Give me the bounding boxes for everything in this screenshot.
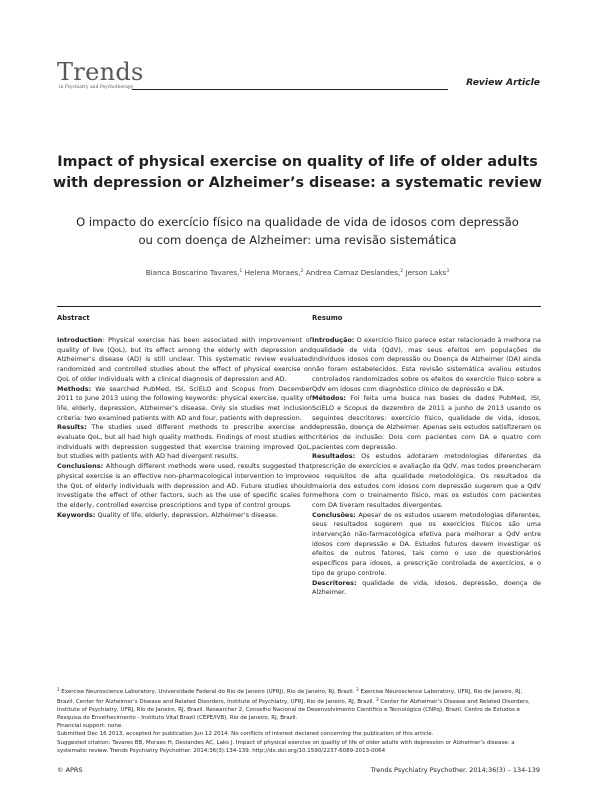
paragraph-text: Foi feita uma busca nas bases de dados PubMed, ISI, SciELO e Scopus de dezembro de 2011 a junho de 2013 usando os seguintes descritores: exercício físico, qualidade de vida, idosos, depressão, doença de Alzheimer. Apenas seis estudos satisfizeram os critérios de inclusão: Dois com pacientes com DA e quatro com pacientes com depressão. [312, 394, 541, 451]
footnote-text: Exercise Neuroscience Laboratory, Universidade Federal do Rio de Janeiro (UFRJ), Rio de Janeiro, RJ, Brazil. [59, 689, 357, 695]
section-label: Keywords: [57, 510, 96, 519]
paragraph-text: We searched PubMed, ISI, SciELO and Scopus from December 2011 to June 2013 using the following keywords: physical exercise, quality of life, elderly, depression, Alzheimer’s disease. Only six studies met inclusion criteria: two examined patients with AD and four, patients with depression. [57, 384, 312, 422]
suggested-citation: Suggested citation: Tavares BB, Moraes H, Deslandes AC, Laks J. Impact of physical exercise on quality of life of older adults with depression or Alzheimer’s disease: a systematic review. Trends Psychiatry Psychother. 2014;36(3):134-139. http://dx.doi.org/10.1590/2237-6089-2013-0064 [57, 739, 515, 754]
page-header [0, 0, 595, 100]
footnote-number: 2 [356, 687, 359, 692]
abstract-rule [57, 306, 312, 307]
resumo-heading: Resumo [312, 314, 343, 322]
resumo-paragraph [312, 394, 541, 452]
resumo-paragraph [312, 579, 541, 598]
paragraph-text: qualidade de vida, idosos, depressão, doença de Alzheimer. [312, 578, 541, 597]
subtitle-line: O impacto do exercício físico na qualidade de vida de idosos com depressão [76, 215, 519, 229]
abstract-paragraph [57, 385, 312, 424]
logo-sub-text: in Psychiatry and Psychotherapy [59, 85, 134, 90]
copyright: © APRS [57, 766, 83, 774]
article-subtitle [40, 213, 555, 249]
affiliations-footnote [57, 686, 541, 722]
section-label: Results: [57, 423, 87, 432]
article-title [40, 152, 555, 194]
author-affiliation: 2 [400, 269, 404, 274]
paragraph-text: O exercício físico parece estar relacionado à melhora na qualidade de vida (QdV), mas seus efeitos em populações de indivíduos idosos com depressão ou Doença de Alzheimer (DA) ainda não foram estabelecidos. Esta revisão sistemática avaliou estudos controlados randomizados sobre os efeitos do exercício físico sobre a QdV em idosos com diagnóstico clínico de depressão e DA. [312, 336, 541, 393]
financial-support: Financial support: none. [57, 723, 124, 730]
section-label: Introduction [57, 336, 103, 344]
abstract-paragraph [57, 336, 312, 385]
resumo-paragraph [312, 511, 541, 579]
paragraph-text: : Physical exercise has been associated with improvement of quality of live (QoL), but its effect among the elderly with depression and Alzheimer’s disease (AD) is still unclear. This systematic review evaluated randomized and controlled studies about the effect of physical exercise on QoL of older individuals with a clinical diagnosis of depression and AD. [57, 336, 312, 383]
section-label: Introdução: [312, 336, 355, 344]
footnote-number: 1 [57, 687, 60, 692]
resumo-paragraph [312, 452, 541, 510]
section-label: Resultados: [312, 452, 356, 461]
paragraph-text: Quality of life, elderly, depression, Alzheimer’s disease. [95, 510, 278, 519]
journal-citation-footer: Trends Psychiatry Psychother. 2014;36(3) – 134-139 [370, 766, 540, 774]
section-label: Métodos: [312, 394, 347, 403]
resumo-paragraph [312, 336, 541, 394]
logo-main-text: Trends [57, 58, 144, 86]
footnote-text: Center for Alzheimer’s Disease and Related Disorders, Institute of Psychiatry, UFRJ, Rio de Janeiro, RJ, Brazil. Researcher 2, Conselho Nacional de Desenvolvimento Científico e Tecnológico (CNPq), Brazil. Centro de Estudos e Pesquisa do Envelhecimento - Instituto Vital Brazil (CEPE/IVB), Rio de Janeiro, RJ, Brazil. [57, 699, 530, 722]
section-label: Conclusions: [57, 462, 104, 471]
author-name: Helena Moraes, [242, 268, 301, 277]
section-label: Methods: [57, 384, 92, 393]
author-affiliation: 3 [446, 269, 450, 274]
journal-logo [57, 60, 144, 90]
author-name: Bianca Boscarino Tavares, [145, 268, 240, 277]
resumo-rule [312, 306, 541, 307]
author-affiliation: 1 [239, 269, 243, 274]
section-label: Descritores: [312, 578, 357, 587]
title-line: Impact of physical exercise on quality of life of older adults [57, 154, 538, 170]
abstract-heading: Abstract [57, 314, 90, 322]
author-list [40, 268, 555, 277]
paragraph-text: Apesar de os estudos usarem metodologias diferentes, seus resultados sugerem que os exercícios físicos são uma intervenção não-farmacológica efetiva para melhorar a QdV entre idosos com depressão e DA. Estudos futuros devem investigar os efeitos de outros fatores, tais como o uso de questionários específicos para idosos, a prescrição controlada de exercícios, e o tipo de grupo controle. [312, 510, 541, 577]
abstract-paragraph [57, 511, 312, 521]
abstract-paragraph [57, 462, 312, 511]
section-label: Conclusões: [312, 510, 356, 519]
paragraph-text: Os estudos adotaram metodologias diferentes da prescrição de exercícios e avaliação da QdV, mas todos preencheram os requisitos de alta qualidade metodológica. Os resultados da maioria dos estudos com idosos com depressão sugerem que a QdV melhora com o treinamento físico, mas os estudos com pacientes com DA tiveram resultados divergentes. [312, 452, 541, 509]
abstract-paragraph [57, 423, 312, 462]
paragraph-text: The studies used different methods to prescribe exercise and evaluate QoL, but all had high quality methods. Findings of most studies with individuals with depression suggested that exercise training improved QoL, but studies with patients with AD had divergent results. [57, 423, 312, 461]
subtitle-line: ou com doença de Alzheimer: uma revisão sistemática [138, 233, 457, 247]
author-name: Jerson Laks [403, 268, 447, 277]
article-type: Review Article [466, 77, 540, 88]
title-line: with depression or Alzheimer’s disease: a systematic review [53, 175, 542, 191]
author-name: Andrea Camaz Deslandes, [303, 268, 401, 277]
abstract-body [57, 336, 312, 520]
author-affiliation: 2 [300, 269, 304, 274]
footnotes [57, 686, 541, 755]
paragraph-text: Although different methods were used, results suggested that physical exercise is an effective non-pharmacological intervention to improve the QoL of elderly individuals with depression and AD. Future studies should investigate the effect of other factors, such as the use of specific scales for the elderly, controlled exercise prescriptions and type of control groups. [57, 462, 312, 509]
header-rule [132, 89, 448, 90]
submission-dates: Submitted Dec 16 2013, accepted for publication Jun 12 2014. No conflicts of interest declared concerning the publication of this article. [57, 731, 434, 738]
footnote-number: 3 [376, 697, 379, 703]
resumo-body [312, 336, 541, 598]
footnote-text: Exercise Neuroscience Laboratory, UFRJ, Rio de Janeiro, RJ, Brazil. Center for Alzheimer’s Disease and Related Disorders, Institute of Psychiatry, UFRJ, Rio de Janeiro, RJ, Brazil. [57, 689, 523, 706]
